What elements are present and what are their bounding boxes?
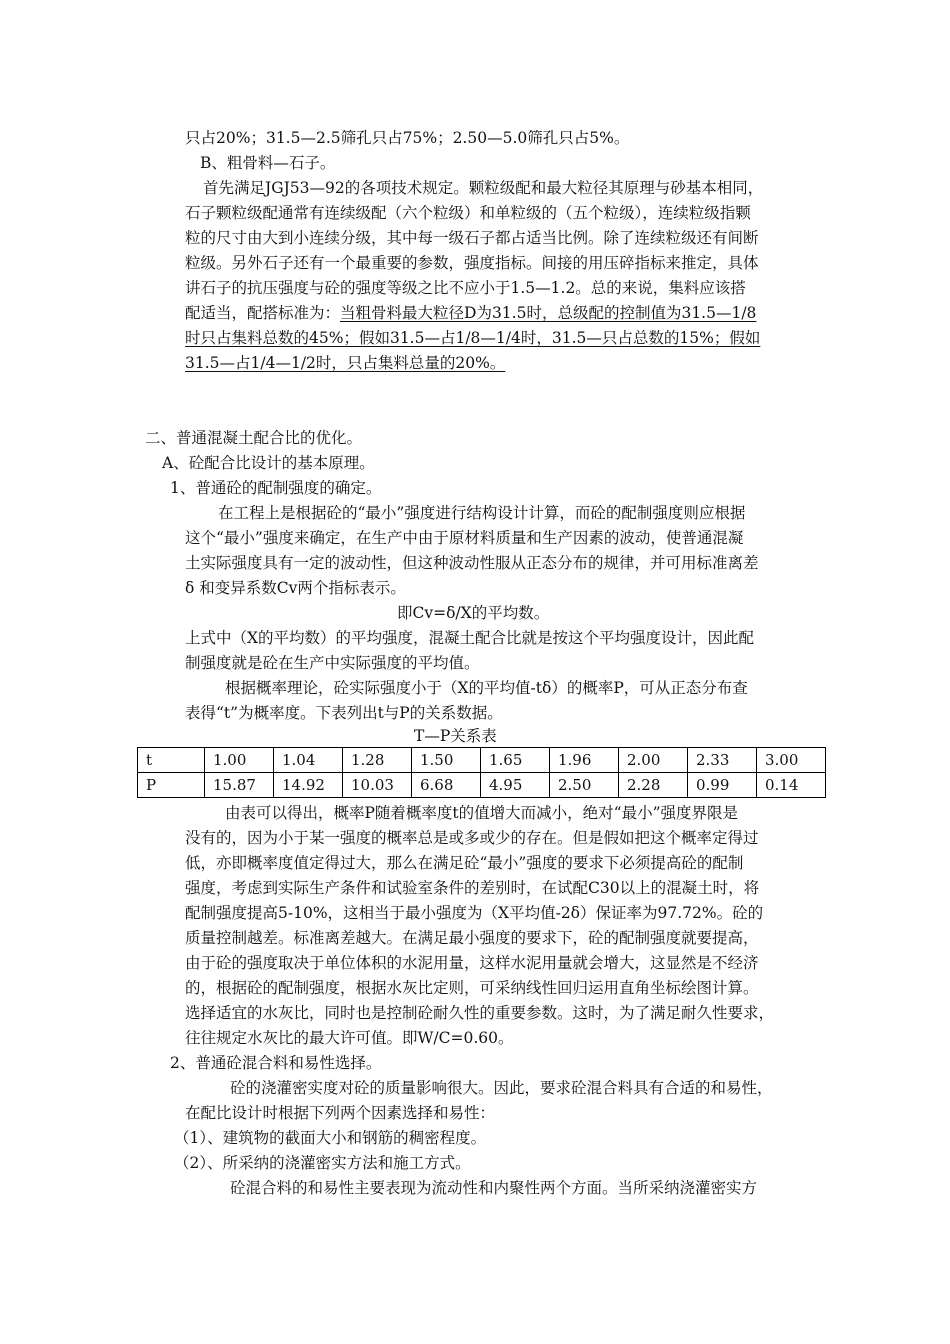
section-heading: 二、普通混凝土配合比的优化。 — [145, 429, 363, 447]
text-line: 强度，考虑到实际生产条件和试验室条件的差别时，在试配C30以上的混凝土时，将 — [185, 879, 760, 897]
text-line: 粒的尺寸由大到小连续分级，其中每一级石子都占适当比例。除了连续粒级还有间断 — [185, 229, 759, 247]
t-p-table — [137, 747, 826, 798]
sub-heading: A、砼配合比设计的基本原理。 — [162, 454, 375, 472]
text-line: 往往规定水灰比的最大许可值。即W/C=0.60。 — [185, 1029, 514, 1047]
table-cell: 1.00 — [205, 748, 274, 773]
text-line: 根据概率理论，砼实际强度小于（X的平均值-tδ）的概率P，可从正态分布查 — [225, 679, 748, 697]
table-cell: t — [138, 748, 205, 773]
text-line: 由表可以得出，概率P随着概率度t的值增大而减小，绝对“最小”强度界限是 — [225, 804, 739, 822]
table-cell: 1.28 — [343, 748, 412, 773]
table-title: T—P关系表 — [414, 727, 497, 745]
table-cell: 2.50 — [550, 773, 619, 798]
underlined-text: 31.5—占1/4—1/2时，只占集料总量的20%。 — [185, 354, 506, 372]
text-line: 在工程上是根据砼的“最小”强度进行结构设计计算，而砼的配制强度则应根据 — [218, 504, 746, 522]
list-item: （1）、建筑物的截面大小和钢筋的稠密程度。 — [174, 1129, 487, 1147]
table-cell: 1.65 — [481, 748, 550, 773]
table-cell: 0.14 — [757, 773, 826, 798]
text-line: 上式中（X的平均数）的平均强度，混凝土配合比就是按这个平均强度设计，因此配 — [185, 629, 755, 647]
text-line: 配制强度提高5-10%，这相当于最小强度为（X平均值-2δ）保证率为97.72%。砼的 — [185, 904, 764, 922]
text-segment: 配适当，配搭标准为： — [185, 304, 341, 322]
text-line: 在配比设计时根据下列两个因素选择和易性： — [185, 1104, 496, 1122]
table-row — [138, 773, 826, 798]
text-line: δ 和变异系数Cv两个指标表示。 — [185, 579, 406, 597]
table-cell: 6.68 — [412, 773, 481, 798]
table-cell: 1.50 — [412, 748, 481, 773]
table-cell: 2.00 — [619, 748, 688, 773]
table-cell: 14.92 — [274, 773, 343, 798]
table-cell: 1.96 — [550, 748, 619, 773]
text-line: 土实际强度具有一定的波动性，但这种波动性服从正态分布的规律，并可用标准离差 — [185, 554, 759, 572]
table-cell: P — [138, 773, 205, 798]
list-item: （2）、所采纳的浇灌密实方法和施工方式。 — [174, 1154, 471, 1172]
text-line: 砼混合料的和易性主要表现为流动性和内聚性两个方面。当所采纳浇灌密实方 — [230, 1179, 758, 1197]
text-line: 低，亦即概率度值定得过大，那么在满足砼“最小”强度的要求下必须提高砼的配制 — [185, 854, 744, 872]
text-line: 首先满足JGJ53—92的各项技术规定。颗粒级配和最大粒径其原理与砂基本相同， — [203, 179, 764, 197]
text-line — [185, 301, 756, 325]
table-cell: 2.33 — [688, 748, 757, 773]
table-row — [138, 748, 826, 773]
text-line: 这个“最小”强度来确定，在生产中由于原材料质量和生产因素的波动，使普通混凝 — [185, 529, 744, 547]
sub-heading: 2、普通砼混合料和易性选择。 — [170, 1054, 382, 1072]
text-line: 表得“t”为概率度。下表列出t与P的关系数据。 — [185, 704, 503, 722]
text-line: B、粗骨料—石子。 — [200, 154, 336, 172]
text-line: 只占20%；31.5—2.5筛孔只占75%；2.50—5.0筛孔只占5%。 — [185, 129, 630, 147]
table-cell: 0.99 — [688, 773, 757, 798]
text-line: 的，根据砼的配制强度，根据水灰比定则，可采纳线性回归运用直角坐标绘图计算。 — [185, 979, 759, 997]
text-line: 讲石子的抗压强度与砼的强度等级之比不应小于1.5—1.2。总的来说，集料应该搭 — [185, 279, 746, 297]
text-line: 选择适宜的水灰比，同时也是控制砼耐久性的重要参数。这时，为了满足耐久性要求， — [185, 1004, 775, 1022]
text-line: 由于砼的强度取决于单位体积的水泥用量，这样水泥用量就会增大，这显然是不经济 — [185, 954, 759, 972]
table-cell: 15.87 — [205, 773, 274, 798]
text-line: 粒级。另外石子还有一个最重要的参数，强度指标。间接的用压碎指标来推定，具体 — [185, 254, 759, 272]
formula: 即Cv=δ/X的平均数。 — [397, 604, 550, 622]
table-cell: 10.03 — [343, 773, 412, 798]
text-line: 石子颗粒级配通常有连续级配（六个粒级）和单粒级的（五个粒级），连续粒级指颗 — [185, 204, 751, 222]
text-line: 质量控制越差。标准离差越大。在满足最小强度的要求下，砼的配制强度就要提高， — [185, 929, 759, 947]
sub-heading: 1、普通砼的配制强度的确定。 — [170, 479, 382, 497]
table-cell: 3.00 — [757, 748, 826, 773]
table-cell: 4.95 — [481, 773, 550, 798]
text-line: 制强度就是砼在生产中实际强度的平均值。 — [185, 654, 480, 672]
underlined-text: 时只占集料总数的45%；假如31.5—占1/8—1/4时，31.5—只占总数的15%；假如 — [185, 329, 761, 347]
table-cell: 1.04 — [274, 748, 343, 773]
text-line: 没有的，因为小于某一强度的概率总是或多或少的存在。但是假如把这个概率定得过 — [185, 829, 759, 847]
text-line: 砼的浇灌密实度对砼的质量影响很大。因此，要求砼混合料具有合适的和易性， — [230, 1079, 773, 1097]
underlined-text: 当粗骨料最大粒径D为31.5时，总级配的控制值为31.5—1/8 — [340, 304, 757, 322]
table-cell: 2.28 — [619, 773, 688, 798]
